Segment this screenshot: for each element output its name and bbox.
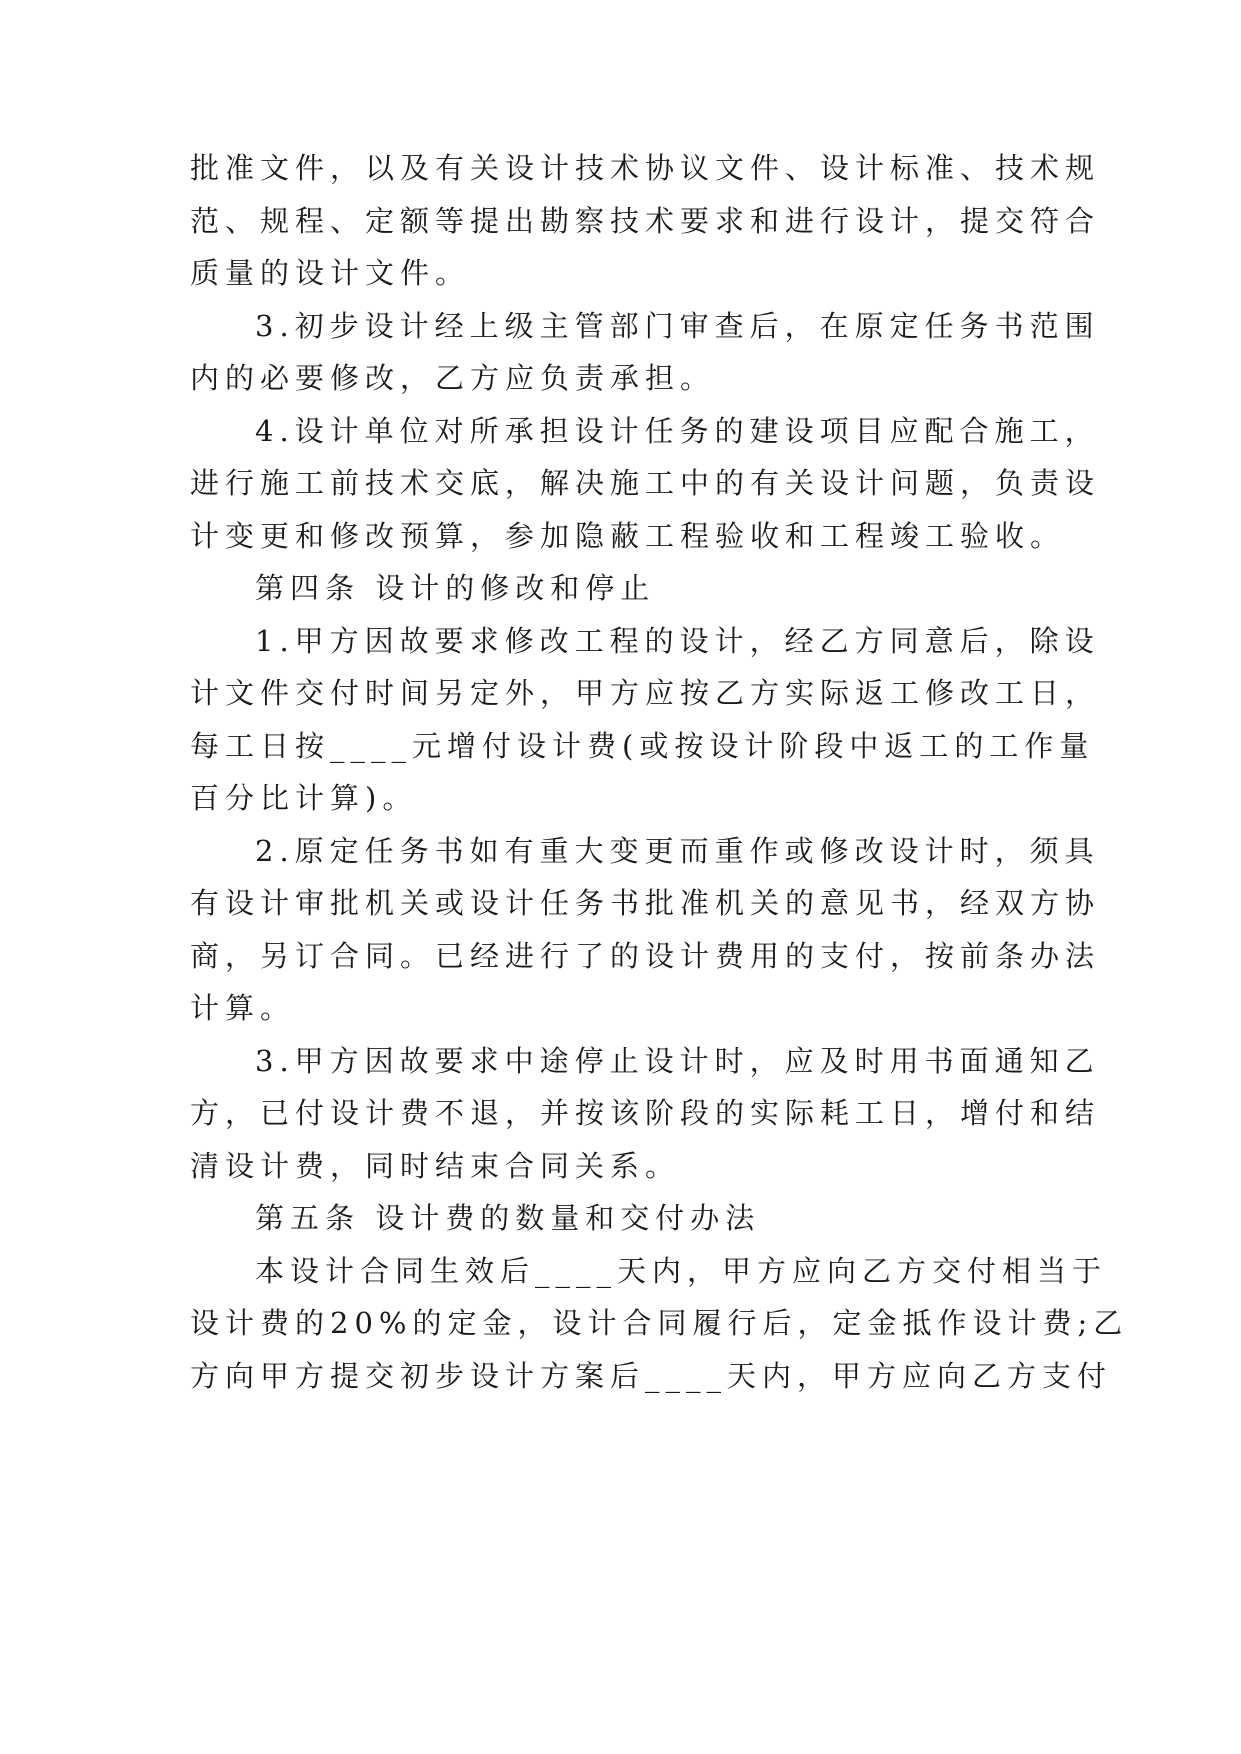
section-heading: 第五条 设计费的数量和交付办法 <box>255 1201 761 1235</box>
section-heading: 第四条 设计的修改和停止 <box>255 571 656 605</box>
text-line: 百分比计算)。 <box>190 781 418 815</box>
text-line: 计变更和修改预算，参加隐蔽工程验收和工程竣工验收。 <box>190 519 1066 553</box>
text-line: 方向甲方提交初步设计方案后____天内，甲方应向乙方支付 <box>190 1359 1113 1393</box>
text-line: 计文件交付时间另定外，甲方应按乙方实际返工修改工日， <box>190 676 1101 710</box>
text-line: 进行施工前技术交底，解决施工中的有关设计问题，负责设 <box>190 466 1101 500</box>
text-line: 4.设计单位对所承担设计任务的建设项目应配合施工， <box>255 414 1100 448</box>
text-line: 质量的设计文件。 <box>190 256 471 290</box>
text-line: 每工日按____元增付设计费(或按设计阶段中返工的工作量 <box>190 729 1095 763</box>
text-line: 内的必要修改，乙方应负责承担。 <box>190 361 716 395</box>
text-line: 商，另订合同。已经进行了的设计费用的支付，按前条办法 <box>190 939 1101 973</box>
text-line: 方，已付设计费不退，并按该阶段的实际耗工日，增付和结 <box>190 1096 1101 1130</box>
text-line: 有设计审批机关或设计任务书批准机关的意见书，经双方协 <box>190 886 1101 920</box>
text-line: 设计费的20%的定金，设计合同履行后，定金抵作设计费;乙 <box>190 1306 1129 1340</box>
text-line: 计算。 <box>190 991 296 1025</box>
text-line: 1.甲方因故要求修改工程的设计，经乙方同意后，除设 <box>255 624 1100 658</box>
text-line: 清设计费，同时结束合同关系。 <box>190 1149 681 1183</box>
text-line: 本设计合同生效后____天内，甲方应向乙方交付相当于 <box>255 1254 1108 1288</box>
text-line: 范、规程、定额等提出勘察技术要求和进行设计，提交符合 <box>190 204 1101 238</box>
text-line: 批准文件，以及有关设计技术协议文件、设计标准、技术规 <box>190 151 1101 185</box>
text-line: 3.甲方因故要求中途停止设计时，应及时用书面通知乙 <box>255 1044 1100 1078</box>
text-line: 2.原定任务书如有重大变更而重作或修改设计时，须具 <box>255 834 1100 868</box>
text-line: 3.初步设计经上级主管部门审查后，在原定任务书范围 <box>255 309 1100 343</box>
